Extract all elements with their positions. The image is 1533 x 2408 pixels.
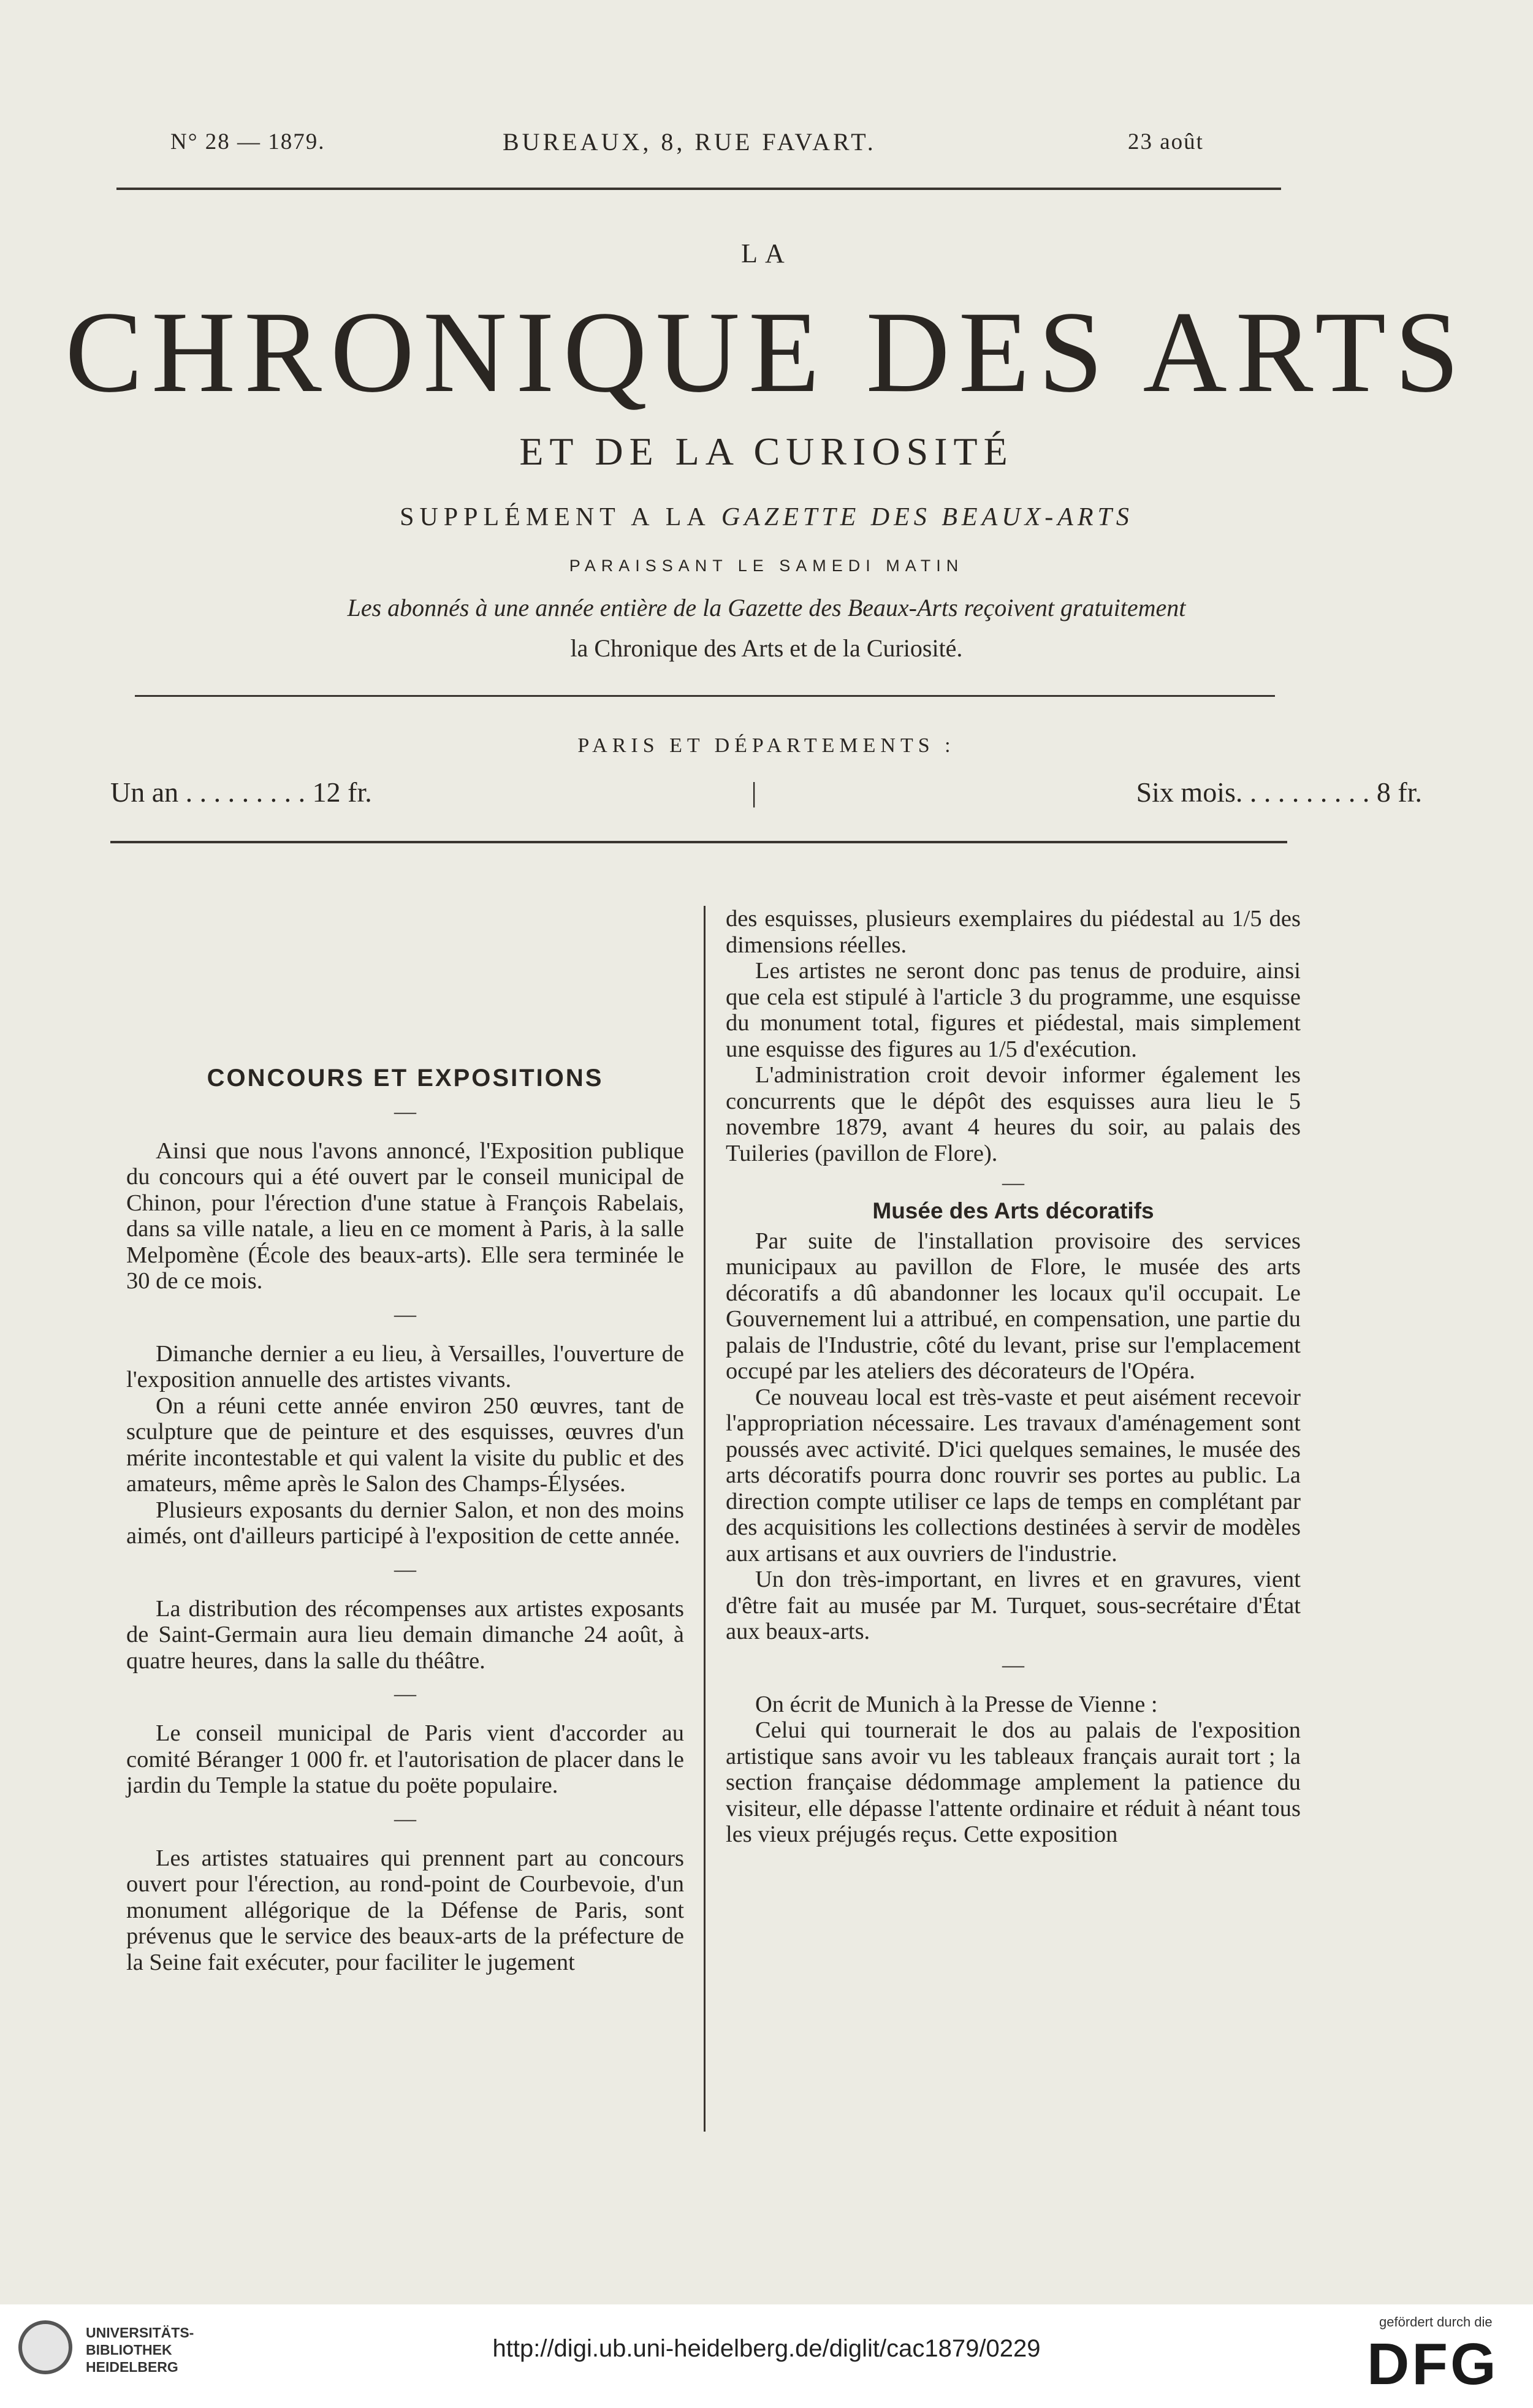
paragraph-rabelais: Ainsi que nous l'avons annoncé, l'Exposition publique du concours qui a été ouvert par le conseil municipal de Chinon, pour l'érection d'une statue à François Rabelais, dans sa ville natale, a lieu en ce moment à Paris, à la salle Melpomène (École des beaux-arts). Elle sera terminée le 30 de ce mois. [126,1138,684,1294]
paragraph-defense-paris: Les artistes statuaires qui prennent part au concours ouvert pour l'érection, au rond-point de Courbevoie, d'un monument allégorique de la Défense de Paris, sont prévenus que le service des beaux-arts de la préfecture de la Seine fait exécuter, pour faciliter le jugement [126,1845,684,1975]
left-column [126,1042,684,1975]
column-divider [704,906,706,2132]
subscription-rule [110,841,1287,843]
issue-number: N° 28 — 1879. [170,129,325,154]
bureaux-address: BUREAUX, 8, RUE FAVART. [503,128,877,156]
separator-dash: — [394,1098,416,1123]
dfg-logo: DFG [1367,2331,1499,2397]
subscription-prices [110,776,1422,808]
masthead-subtitle: ET DE LA CURIOSITÉ [519,430,1014,473]
separator-dash: — [1002,1170,1024,1195]
price-half-year: Six mois. . . . . . . . . . 8 fr. [1136,777,1422,808]
university-line-1: UNIVERSITÄTS- [86,2325,194,2341]
paragraph-saint-germain: La distribution des récompenses aux artistes exposants de Saint-Germain aura lieu demain dimanche 24 août, à quatre heures, dans la salle du théâtre. [126,1595,684,1674]
paragraph-munich: On écrit de Munich à la Presse de Vienne : [755,1691,1158,1717]
paragraph-artistes: Les artistes ne seront donc pas tenus de produire, ainsi que cela est stipulé à l'article 3 du programme, une esquisse du monument total, figures et piédestal, mais simplement une esquisse des figures au 1/5 d'exécution. [726,958,1301,1062]
paragraph-exposition: Celui qui tournerait le dos au palais de l'exposition artistique sans avoir vu les tableaux français aurait tort ; la section française dédommage amplement la patience du visiteur, elle dépasse l'attente ordinaire et réduit à néant tous les vieux préjugés reçus. Cette exposition [726,1717,1301,1847]
separator-dash: — [394,1556,416,1581]
separator-dash: — [394,1806,416,1831]
paragraph-beranger: Le conseil municipal de Paris vient d'accorder au comité Béranger 1 000 fr. et l'autorisation de placer dans le jardin du Temple la statue du poëte populaire. [126,1720,684,1798]
paragraph-versailles: Dimanche dernier a eu lieu, à Versailles, l'ouverture de l'exposition annuelle des artistes vivants. [126,1340,684,1392]
supplement-gazette: GAZETTE DES BEAUX-ARTS [721,503,1133,531]
masthead-title: CHRONIQUE DES ARTS [65,288,1468,417]
source-url-link[interactable]: http://digi.ub.uni-heidelberg.de/diglit/cac1879/0229 [492,2335,1041,2362]
header-rule [116,188,1281,190]
section-heading: CONCOURS ET EXPOSITIONS [207,1065,604,1092]
masthead-la: LA [741,238,792,268]
masthead-rule [135,695,1275,697]
price-separator: | [751,777,757,808]
separator-dash: — [394,1681,416,1706]
abonnes-line-2: la Chronique des Arts et de la Curiosité. [570,634,963,662]
section-heading-musee: Musée des Arts décoratifs [872,1198,1154,1223]
separator-dash: — [1002,1652,1024,1677]
university-line-3: HEIDELBERG [86,2359,178,2375]
issue-date: 23 août [1128,129,1204,154]
supplement-line [0,503,1533,532]
abonnes-line-1: Les abonnés à une année entière de la Gazette des Beaux-Arts reçoivent gratuitement [347,594,1186,621]
paragraph-esquisses: des esquisses, plusieurs exemplaires du piédestal au 1/5 des dimensions réelles. [726,906,1301,958]
paragraph-nouveau-local: Ce nouveau local est très-vaste et peut aisément recevoir l'appropriation nécessaire. Les travaux d'aménagement sont poussés avec activité. D'ici quelques semaines, le musée des arts décoratifs pourra donc rouvrir ses portes au public. La direction compte utiliser ce laps de temps en complétant par des acquisitions les collections destinées à servir de modèles aux artisans et aux ouvriers de l'industrie. [726,1384,1301,1567]
parution-line: PARAISSANT LE SAMEDI MATIN [569,556,964,575]
paragraph-oeuvres: On a réuni cette année environ 250 œuvres, tant de sculpture que de peinture et des esquisses, œuvres d'un mérite incontestable et qui valent la visite du public et des amateurs, même après le Salon des Champs-Élysées. [126,1392,684,1497]
funded-by-label: gefördert durch die [1379,2314,1493,2330]
paragraph-exposants: Plusieurs exposants du dernier Salon, et non des moins aimés, ont d'ailleurs participé à l'exposition de cette année. [126,1497,684,1549]
paragraph-installation: Par suite de l'installation provisoire des services municipaux au pavillon de Flore, le musée des arts décoratifs a dû abandonner les locaux qu'il occupait. Le Gouvernement lui a attribué, en compensation, une partie du palais de l'Industrie, côté du levant, prise sur l'emplacement occupé par les ateliers des décorateurs de l'Opéra. [726,1228,1301,1384]
paragraph-don: Un don très-important, en livres et en gravures, vient d'être fait au musée par M. Turquet, sous-secrétaire d'État aux beaux-arts. [726,1567,1301,1644]
right-column [726,906,1301,1848]
price-year: Un an . . . . . . . . . 12 fr. [110,777,372,808]
separator-dash: — [394,1301,416,1326]
paragraph-administration: L'administration croit devoir informer également les concurrents que le dépôt des esquisses aura lieu le 5 novembre 1879, avant 4 heures du soir, au palais des Tuileries (pavillon de Flore). [726,1062,1301,1166]
subscription-heading: PARIS ET DÉPARTEMENTS : [577,734,956,757]
university-line-2: BIBLIOTHEK [86,2342,172,2358]
supplement-prefix: SUPPLÉMENT A LA [400,503,710,531]
